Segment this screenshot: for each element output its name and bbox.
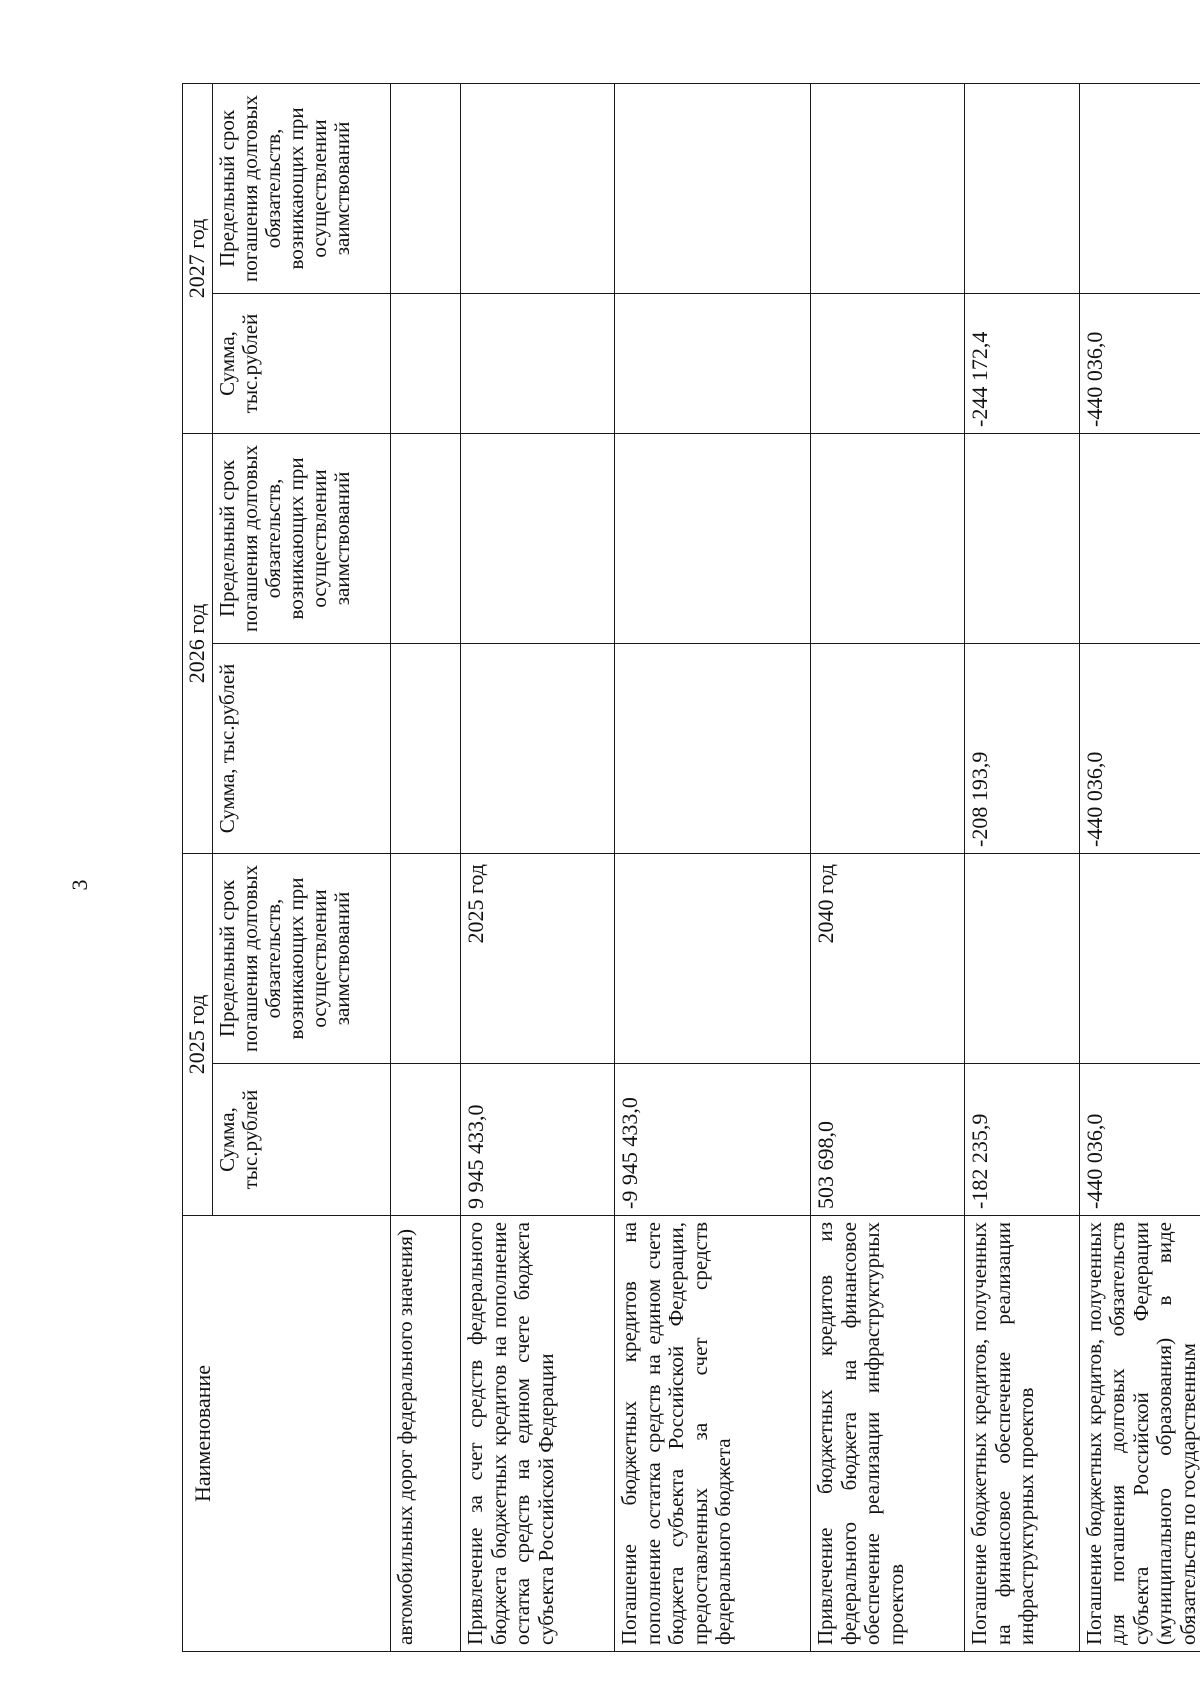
cell-sum-2025: -9 945 433,0	[615, 1064, 811, 1216]
row-name: Привлечение за счет средств федерального бюджета бюджетных кредитов на пополнение остатка средств на едином счете бюджета субъекта Российской Федерации	[461, 1216, 615, 1652]
page-number: 3	[67, 879, 92, 891]
header-sum-2026: Сумма, тыс.рублей	[213, 643, 391, 853]
cell-sum-2026: -208 193,9	[965, 643, 1080, 853]
header-name: Наименование	[183, 1216, 391, 1652]
header-year-2027: 2027 год	[183, 83, 213, 433]
cell-term-2025: 2025 год	[461, 853, 615, 1063]
cell-term-2025	[615, 853, 811, 1063]
header-year-2025: 2025 год	[183, 853, 213, 1215]
borrowing-table-wrapper	[182, 84, 1200, 1652]
cell-term-2027	[391, 83, 461, 293]
cell-sum-2026	[461, 643, 615, 853]
cell-sum-2027	[615, 293, 811, 433]
cell-term-2026	[965, 433, 1080, 643]
cell-sum-2025: 9 945 433,0	[461, 1064, 615, 1216]
cell-term-2027	[965, 83, 1080, 293]
cell-sum-2025: 503 698,0	[811, 1064, 965, 1216]
table-row	[391, 83, 461, 1651]
cell-sum-2027	[461, 293, 615, 433]
header-term-2026: Предельный срок погашения долговых обязательств, возникающих при осуществлении заимствований	[213, 433, 391, 643]
cell-term-2025	[391, 853, 461, 1063]
cell-term-2026	[391, 433, 461, 643]
header-term-2025: Предельный срок погашения долговых обязательств, возникающих при осуществлении заимствований	[213, 853, 391, 1063]
table-row	[1079, 83, 1200, 1651]
table-row	[461, 83, 615, 1651]
header-term-2027: Предельный срок погашения долговых обязательств, возникающих при осуществлении заимствований	[213, 83, 391, 293]
cell-term-2026	[615, 433, 811, 643]
row-name: Привлечение бюджетных кредитов из федерального бюджета на финансовое обеспечение реализации инфраструктурных проектов	[811, 1216, 965, 1652]
table-row	[615, 83, 811, 1651]
cell-term-2027	[1079, 83, 1200, 293]
row-name: автомобильных дорог федерального значения)	[391, 1216, 461, 1652]
cell-sum-2027: -244 172,4	[965, 293, 1080, 433]
cell-term-2025	[965, 853, 1080, 1063]
cell-sum-2027	[811, 293, 965, 433]
header-sum-2025: Сумма, тыс.рублей	[213, 1064, 391, 1216]
cell-sum-2027: -440 036,0	[1079, 293, 1200, 433]
cell-sum-2025	[391, 1064, 461, 1216]
cell-term-2026	[811, 433, 965, 643]
cell-sum-2026	[811, 643, 965, 853]
cell-sum-2026	[615, 643, 811, 853]
cell-term-2027	[811, 83, 965, 293]
cell-term-2027	[615, 83, 811, 293]
table-row	[965, 83, 1080, 1651]
cell-sum-2026	[391, 643, 461, 853]
cell-term-2026	[1079, 433, 1200, 643]
row-name: Погашение бюджетных кредитов на пополнение остатка средств на едином счете бюджета субъекта Российской Федерации, предоставленных за счет средств федерального бюджета	[615, 1216, 811, 1652]
row-name: Погашение бюджетных кредитов, полученных для погашения долговых обязательств субъекта Российской Федерации (муниципального образования) в виде обязательств по государственным	[1079, 1216, 1200, 1652]
cell-sum-2027	[391, 293, 461, 433]
cell-term-2025: 2040 год	[811, 853, 965, 1063]
table-row	[811, 83, 965, 1651]
row-name: Погашение бюджетных кредитов, полученных на финансовое обеспечение реализации инфраструктурных проектов	[965, 1216, 1080, 1652]
header-year-2026: 2026 год	[183, 433, 213, 853]
cell-term-2025	[1079, 853, 1200, 1063]
cell-sum-2026: -440 036,0	[1079, 643, 1200, 853]
cell-sum-2025: -182 235,9	[965, 1064, 1080, 1216]
header-sum-2027: Сумма, тыс.рублей	[213, 293, 391, 433]
cell-term-2026	[461, 433, 615, 643]
borrowing-program-table	[182, 83, 1200, 1652]
cell-sum-2025: -440 036,0	[1079, 1064, 1200, 1216]
cell-term-2027	[461, 83, 615, 293]
